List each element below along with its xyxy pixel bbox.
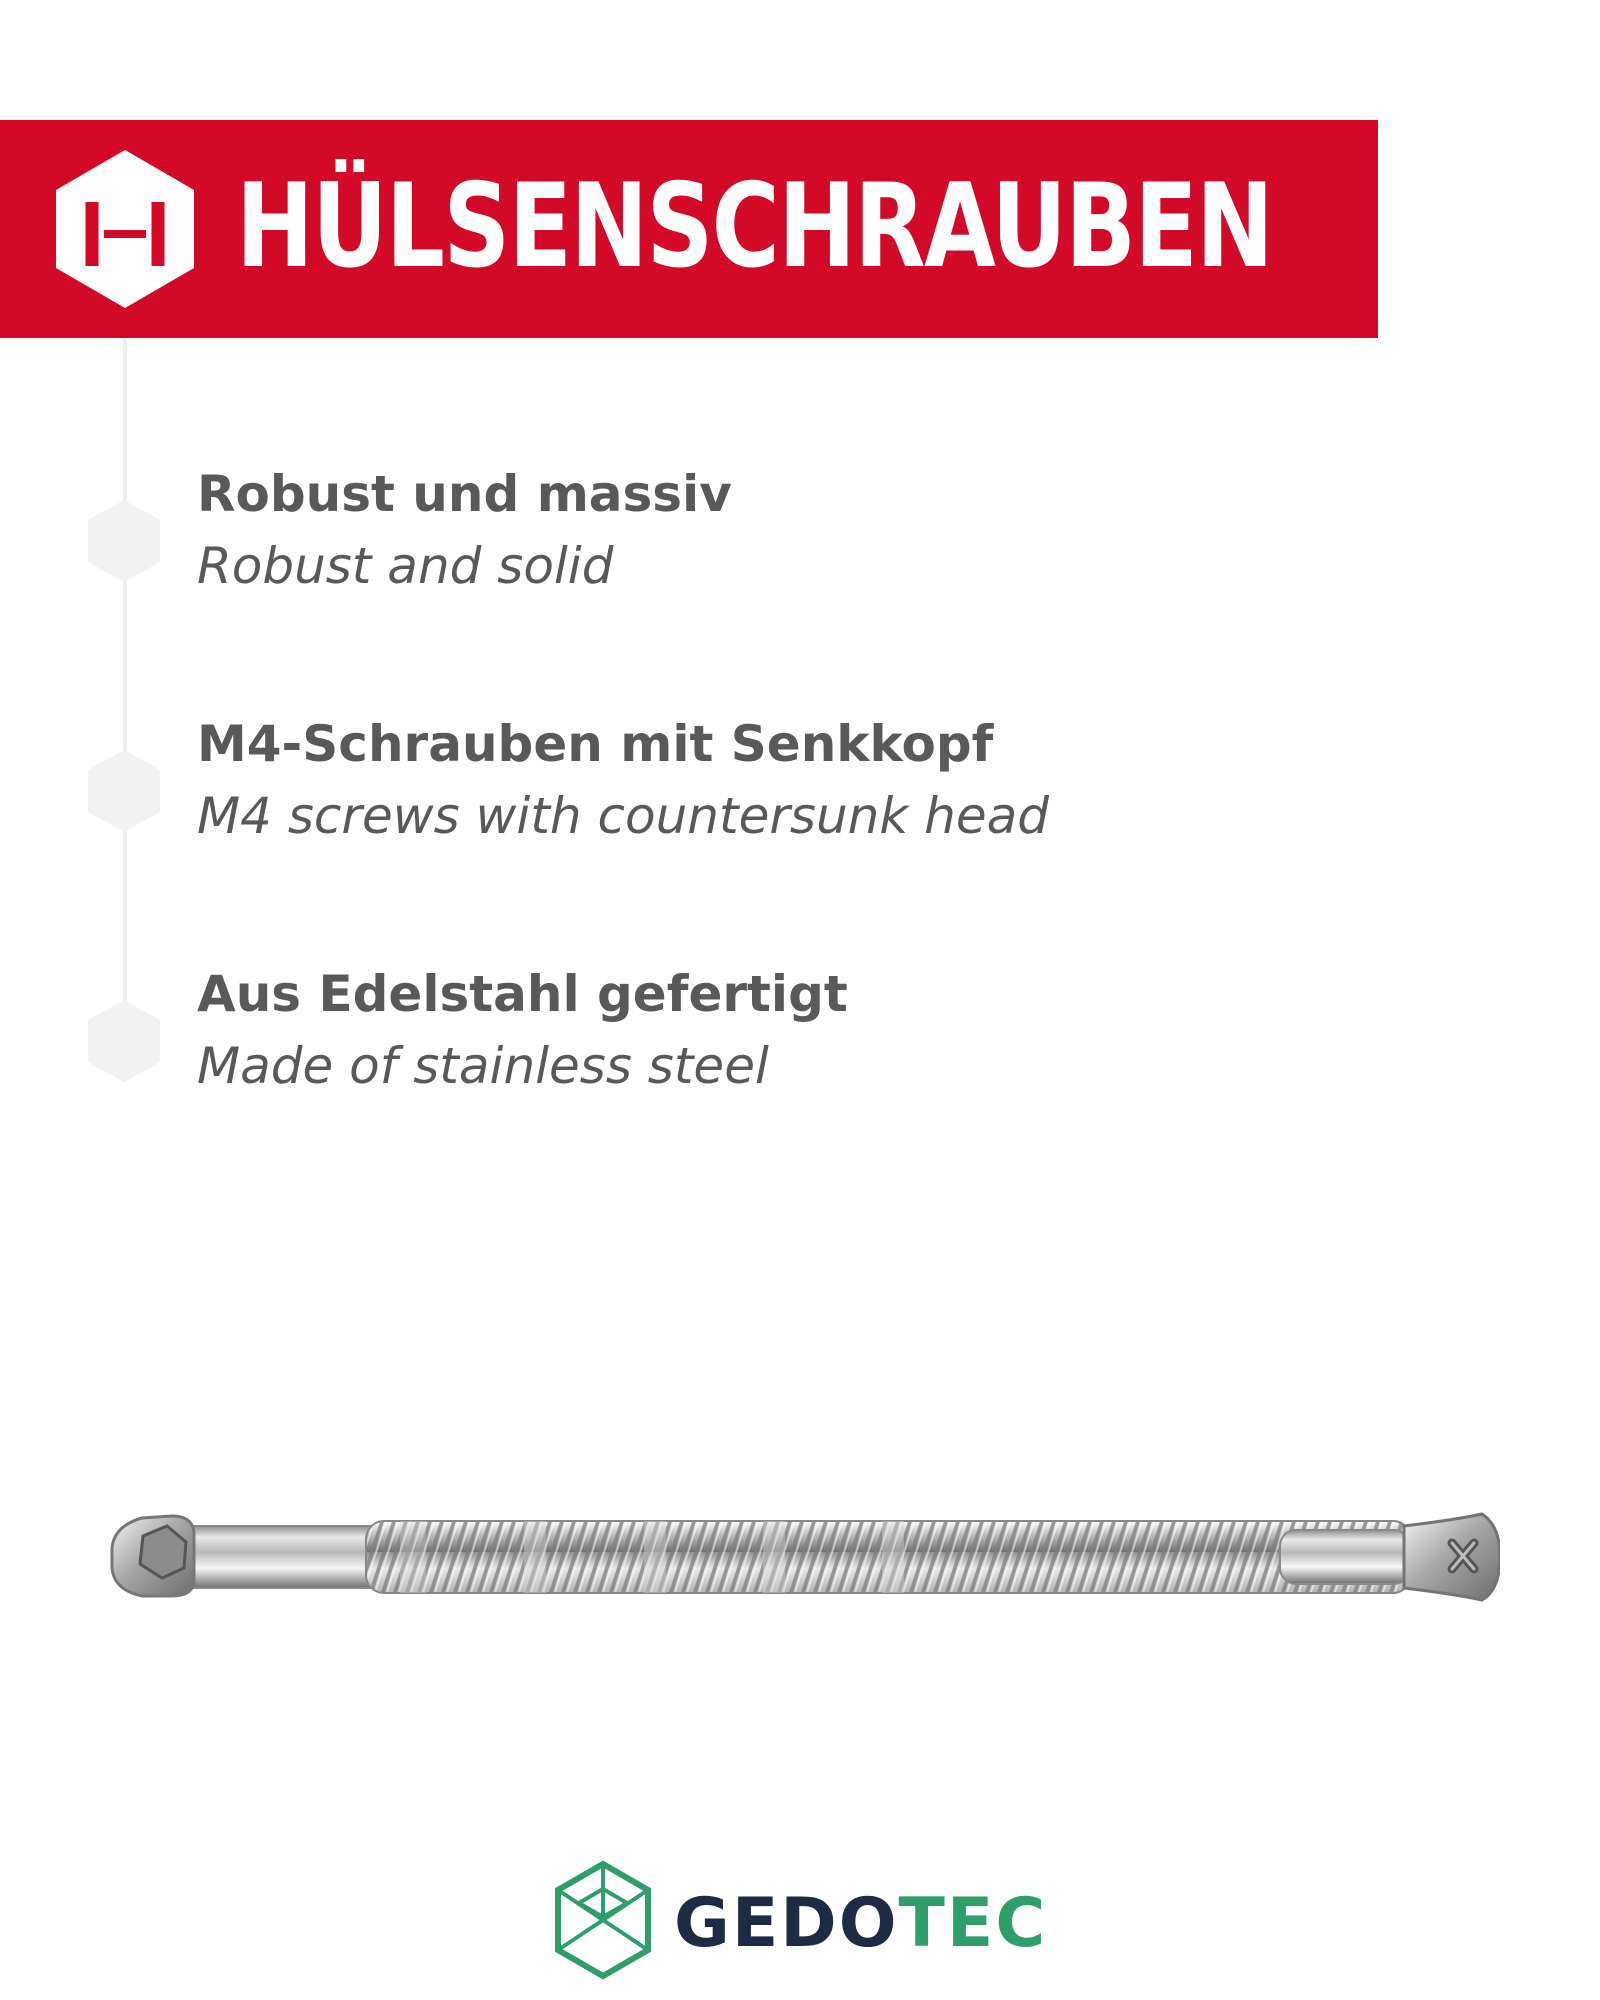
feature-subtitle: M4 screws with countersunk head xyxy=(197,787,1050,845)
brand-logo xyxy=(550,1860,1070,1980)
feature-title: Robust und massiv xyxy=(197,465,732,523)
hexagon-bullet-icon xyxy=(88,750,160,832)
feature-item xyxy=(0,965,1300,1160)
timeline-line xyxy=(123,338,127,1028)
brand-name-part-1: GEDO xyxy=(674,1884,899,1963)
header-banner xyxy=(0,120,1378,338)
gedotec-cube-logo-icon xyxy=(550,1860,656,1980)
page-title: HÜLSENSCHRAUBEN xyxy=(236,159,1273,294)
feature-subtitle: Robust and solid xyxy=(197,537,614,595)
feature-title: M4-Schrauben mit Senkkopf xyxy=(197,715,994,773)
stainless-steel-sleeve-screw-image xyxy=(100,1460,1500,1640)
hexagon-bullet-icon xyxy=(88,500,160,582)
brand-name xyxy=(674,1884,1048,1963)
feature-title: Aus Edelstahl gefertigt xyxy=(197,965,848,1023)
feature-item xyxy=(0,715,1300,910)
feature-subtitle: Made of stainless steel xyxy=(197,1037,769,1095)
brand-name-part-2: TEC xyxy=(898,1884,1048,1963)
feature-item xyxy=(0,465,1300,660)
hexagon-bullet-icon xyxy=(88,1000,160,1082)
sleeve-screw-hexagon-icon xyxy=(50,144,200,314)
